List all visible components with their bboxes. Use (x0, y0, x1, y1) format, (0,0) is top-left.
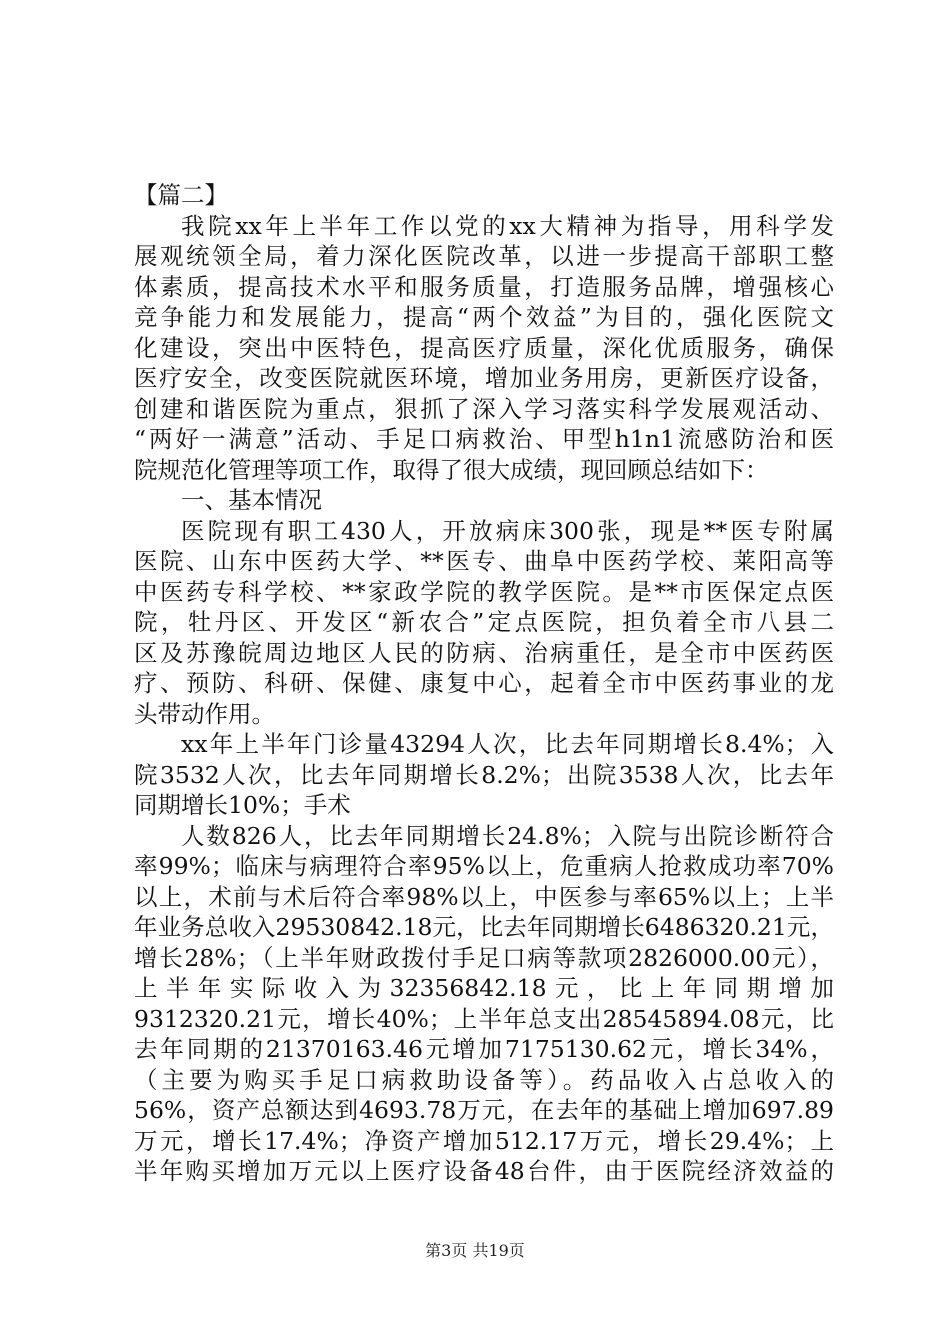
paragraph-line: 人数826人，比去年同期增长24.8%；入院与出院诊断符合 (181, 821, 834, 850)
paragraph-line: 56%，资产总额达到4693.78万元，在去年的基础上增加697.89 (134, 1096, 834, 1124)
paragraph-line: 区及苏豫皖周边地区人民的防病、治病重任，是全市中医药医 (134, 638, 834, 667)
paragraph-line: 医院、山东中医药大学、**医专、曲阜中医药学校、莱阳高等 (134, 547, 834, 575)
page-number-footer: 第3页 共19页 (425, 1241, 525, 1260)
paragraph-line: 去年同期的21370163.46元增加7175130.62元，增长34%， (134, 1035, 834, 1063)
paragraph-line: 半年购买增加万元以上医疗设备48台件，由于医院经济效益的 (134, 1157, 834, 1185)
paragraph-line: 院3532人次，比去年同期增长8.2%；出院3538人次，比去年 (134, 760, 834, 789)
paragraph-line: 同期增长10%；手术 (134, 791, 351, 819)
paragraph-line: （主要为购买手足口病救助设备等）。药品收入占总收入的 (134, 1065, 834, 1094)
paragraph-line: 率99%；临床与病理符合率95%以上，危重病人抢救成功率70% (134, 852, 834, 880)
document-body (134, 180, 834, 1187)
paragraph-line: 医疗安全，改变医院就医环境，增加业务用房，更新医疗设备， (134, 364, 834, 392)
paragraph-line: 竞争能力和发展能力，提高“两个效益”为目的，强化医院文 (134, 303, 834, 331)
paragraph-line: 医院现有职工430人，开放病床300张，现是**医专附属 (181, 516, 834, 545)
paragraph-line: 上半年实际收入为32356842.18元，比上年同期增加 (134, 974, 834, 1002)
paragraph-line: 院，牡丹区、开发区“新农合”定点医院，担负着全市八县二 (134, 608, 834, 636)
paragraph-line: 9312320.21元，增长40%；上半年总支出28545894.08元，比 (134, 1004, 834, 1033)
paragraph-line: 以上，术前与术后符合率98%以上，中医参与率65%以上；上半 (134, 882, 834, 911)
section-heading: 【篇二】 (134, 181, 228, 209)
paragraph-line: 增长28%；（上半年财政拨付手足口病等款项2826000.00元）， (134, 943, 834, 972)
paragraph-line: 体素质，提高技术水平和服务质量，打造服务品牌，增强核心 (134, 272, 834, 301)
paragraph-line: 中医药专科学校、**家政学院的教学医院。是**市医保定点医 (134, 577, 834, 606)
paragraph-line: 头带动作用。 (134, 699, 275, 728)
paragraph-line: 化建设，突出中医特色，提高医疗质量，深化优质服务，确保 (134, 333, 834, 362)
paragraph-line: 年业务总收入29530842.18元，比去年同期增长6486320.21元， (134, 913, 834, 941)
paragraph-line: 疗、预防、科研、保健、康复中心，起着全市中医药事业的龙 (134, 669, 834, 697)
paragraph-line: xx年上半年门诊量43294人次，比去年同期增长8.4%；入 (181, 730, 834, 758)
subsection-heading: 一、基本情况 (181, 486, 322, 514)
paragraph-line: 创建和谐医院为重点，狠抓了深入学习落实科学发展观活动、 (134, 394, 834, 423)
paragraph-line: 万元，增长17.4%；净资产增加512.17万元，增长29.4%；上 (134, 1126, 834, 1155)
paragraph-line: 我院xx年上半年工作以党的xx大精神为指导，用科学发 (181, 211, 834, 240)
paragraph-line: 院规范化管理等项工作，取得了很大成绩，现回顾总结如下： (134, 455, 769, 484)
paragraph-line: “两好一满意”活动、手足口病救治、甲型h1n1流感防治和医 (134, 425, 834, 453)
paragraph-line: 展观统领全局，着力深化医院改革，以进一步提高干部职工整 (134, 242, 834, 270)
